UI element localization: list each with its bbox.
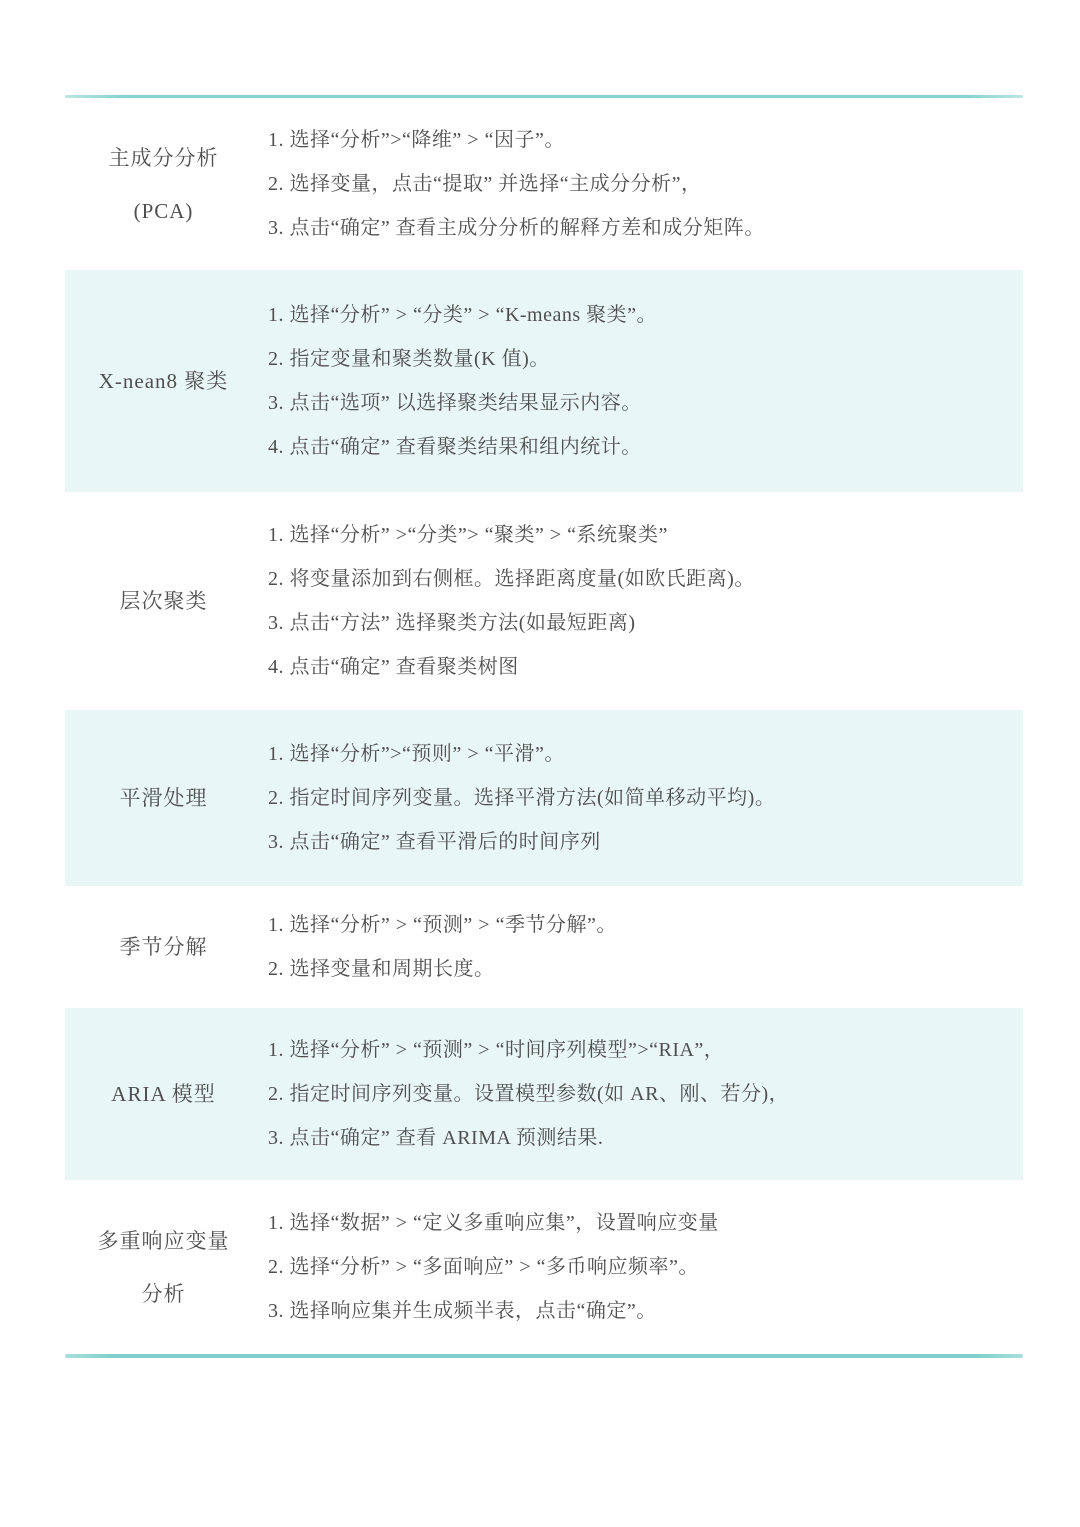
category-label-line: 主成分分析 (108, 145, 219, 170)
step-text: 3. 点击“确定” 查看主成分分析的解释方差和成分矩阵。 (268, 217, 765, 239)
step-text: 1. 选择“数据” > “定义多重响应集”，设置响应变量 (268, 1212, 719, 1234)
table-rows (65, 98, 1023, 1354)
category-label-line: 平滑处理 (119, 786, 208, 810)
row-steps (262, 903, 1023, 991)
row-steps (262, 513, 1023, 689)
row-category-label (65, 138, 262, 231)
row-category-label (65, 778, 262, 818)
step-text: 3. 点击“选项” 以选择聚类结果显示内容。 (268, 392, 642, 414)
step-text: 1. 选择“分析” > “预测” > “时间序列模型”>“RIA”， (268, 1039, 725, 1061)
category-label-line: 层次聚类 (119, 589, 208, 613)
row-steps (262, 1028, 1023, 1160)
row-steps (262, 118, 1023, 250)
table-row (65, 270, 1023, 492)
row-category-label (65, 361, 262, 401)
category-label-line: X-nean8 聚类 (98, 369, 229, 393)
step-text: 2. 选择变量和周期长度。 (268, 958, 495, 980)
step-text: 3. 点击“确定” 查看平滑后的时间序列 (268, 831, 601, 853)
row-steps (262, 732, 1023, 864)
table-row (65, 710, 1023, 886)
row-category-label (65, 927, 262, 967)
step-text: 4. 点击“确定” 查看聚类结果和组内统计。 (268, 436, 642, 458)
procedure-table (65, 95, 1023, 1358)
category-label-line: 分析 (141, 1281, 186, 1306)
step-text: 4. 点击“确定” 查看聚类树图 (268, 656, 519, 678)
step-text: 1. 选择“分析” >“分类”> “聚类” > “系统聚类” (268, 524, 668, 546)
table-row (65, 886, 1023, 1008)
step-text: 1. 选择“分析”>“预则” > “平滑”。 (268, 743, 565, 765)
step-text: 2. 将变量添加到右侧框。选择距离度量(如欧氏距离)。 (268, 568, 755, 590)
table-row (65, 492, 1023, 710)
step-text: 1. 选择“分析” > “预测” > “季节分解”。 (268, 914, 617, 936)
row-category-label (65, 1221, 262, 1314)
row-category-label (65, 581, 262, 621)
step-text: 2. 选择“分析” > “多面响应” > “多币响应频率”。 (268, 1256, 699, 1278)
step-text: 3. 点击“方法” 选择聚类方法(如最短距离) (268, 612, 636, 634)
table-row (65, 98, 1023, 270)
category-label-line: 季节分解 (119, 935, 208, 959)
category-label-line: ARIA 模型 (111, 1082, 216, 1106)
step-text: 1. 选择“分析” > “分类” > “K-means 聚类”。 (268, 304, 658, 326)
step-text: 2. 指定变量和聚类数量(K 值)。 (268, 348, 550, 370)
table-row (65, 1180, 1023, 1354)
step-text: 2. 指定时间序列变量。设置模型参数(如 AR、刚、若分)， (268, 1083, 790, 1105)
table-bottom-rule (65, 1354, 1023, 1358)
category-label-line: 多重响应变量 (97, 1228, 230, 1253)
row-steps (262, 1201, 1023, 1333)
step-text: 1. 选择“分析”>“降维” > “因子”。 (268, 129, 565, 151)
table-row (65, 1008, 1023, 1180)
row-steps (262, 293, 1023, 469)
row-category-label (65, 1074, 262, 1114)
step-text: 3. 选择响应集并生成频半表，点击“确定”。 (268, 1300, 657, 1322)
step-text: 3. 点击“确定” 查看 ARIMA 预测结果. (268, 1127, 604, 1149)
step-text: 2. 选择变量，点击“提取” 并选择“主成分分析”， (268, 173, 702, 195)
category-label-line: (PCA) (133, 198, 194, 223)
step-text: 2. 指定时间序列变量。选择平滑方法(如简单移动平均)。 (268, 787, 776, 809)
